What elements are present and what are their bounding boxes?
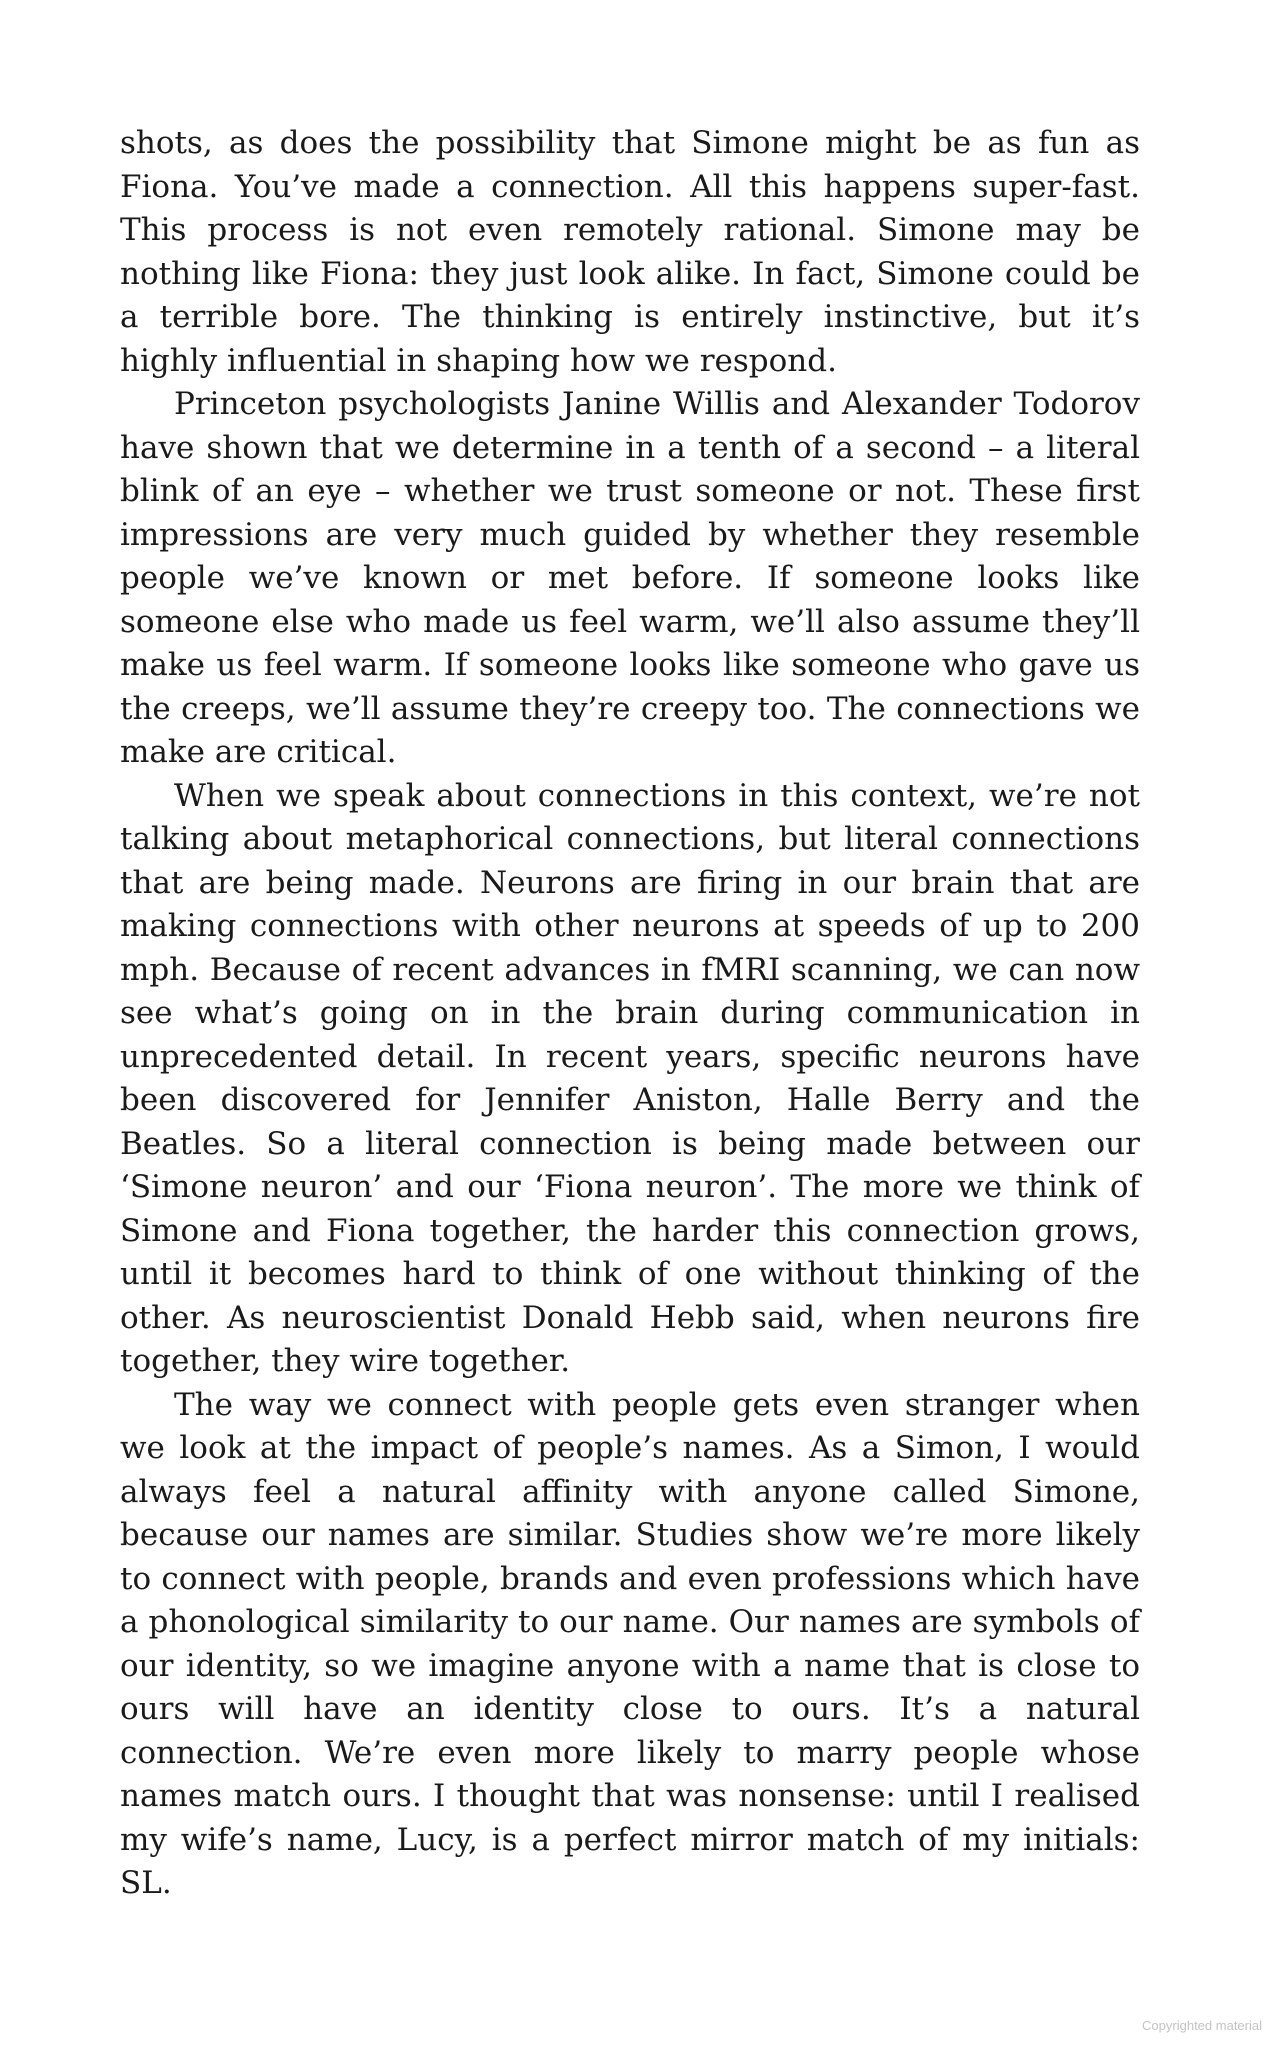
paragraph-4: The way we connect with people gets even stranger when we look at the impact of people’s names. As a Simon, I would always feel a natural affinity with anyone called Simone, because our names are similar. Studies show we’re more likely to connect with people, brands and even professions which have a phonological similarity to our name. Our names are symbols of our identity, so we imagine anyone with a name that is close to ours will have an identity close to ours. It’s a natural connection. We’re even more likely to marry people whose names match ours. I thought that was nonsense: until I realised my wife’s name, Lucy, is a perfect mirror match of my initials: SL. [120, 1386, 1140, 1901]
paragraph-3: When we speak about connections in this context, we’re not talking about metaphorical connections, but literal connections that are being made. Neurons are firing in our brain that are making connections with other neurons at speeds of up to 200 mph. Because of recent advances in fMRI scanning, we can now see what’s going on in the brain during communication in unprecedented detail. In recent years, specific neurons have been discovered for Jennifer Aniston, Halle Berry and the Beatles. So a literal connection is being made between our ‘Simone neuron’ and our ‘Fiona neuron’. The more we think of Simone and Fiona together, the harder this connection grows, until it becomes hard to think of one without thinking of the other. As neuroscientist Donald Hebb said, when neurons fire together, they wire together. [120, 777, 1140, 1379]
copyright-watermark: Copyrighted material [1142, 2018, 1262, 2033]
paragraph-1: shots, as does the possibility that Simone might be as fun as Fiona. You’ve made a connection. All this happens super-fast. This process is not even remotely rational. Simone may be nothing like Fiona: they just look alike. In fact, Simone could be a terrible bore. The thinking is entirely instinctive, but it’s highly influential in shaping how we respond. [120, 125, 1140, 379]
body-text [120, 122, 1140, 1906]
paragraph-2: Princeton psychologists Janine Willis and Alexander Todorov have shown that we determine in a tenth of a second – a literal blink of an eye – whether we trust someone or not. These first impressions are very much guided by whether they resemble people we’ve known or met before. If someone looks like someone else who made us feel warm, we’ll also assume they’ll make us feel warm. If someone looks like someone who gave us the creeps, we’ll assume they’re creepy too. The connections we make are critical. [120, 386, 1140, 770]
